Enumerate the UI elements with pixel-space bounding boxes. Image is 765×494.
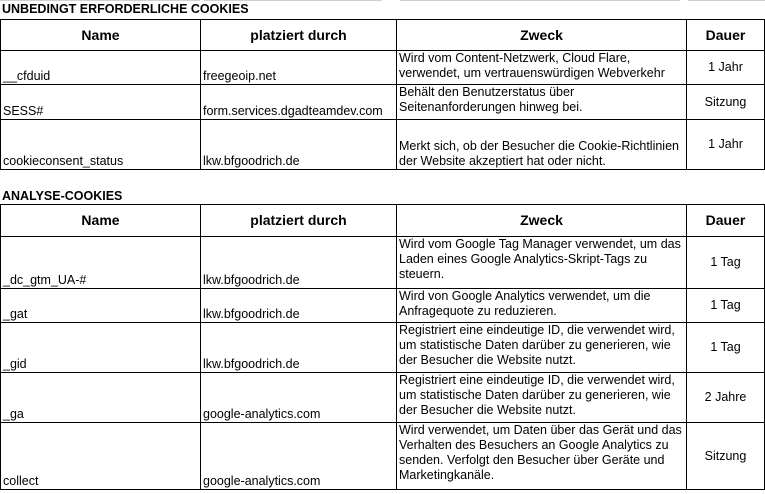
- cookie-duration: 1 Tag: [687, 323, 765, 373]
- cookie-name: cookieconsent_status: [1, 120, 201, 170]
- cookie-duration: 2 Jahre: [687, 373, 765, 423]
- cookie-purpose: Wird vom Google Tag Manager verwendet, um das Laden eines Google Analytics-Skript-Tags zu steuern.: [397, 237, 687, 289]
- top-rule: [688, 0, 765, 1]
- top-rule: [204, 0, 382, 1]
- cookie-duration: Sitzung: [687, 85, 765, 120]
- essential-cookies-table: [0, 19, 765, 170]
- cookie-duration: 1 Tag: [687, 237, 765, 289]
- cookie-name: collect: [1, 423, 201, 490]
- cookie-placed-by: lkw.bfgoodrich.de: [201, 237, 397, 289]
- top-rule: [0, 0, 200, 1]
- col-header-placed-by: platziert durch: [201, 205, 397, 237]
- cookie-placed-by: form.services.dgadteamdev.com: [201, 85, 397, 120]
- section-title-analytics: ANALYSE-COOKIES: [2, 189, 123, 203]
- table-row: [1, 120, 765, 170]
- table-row: [1, 237, 765, 289]
- table-row: [1, 289, 765, 323]
- col-header-placed-by: platziert durch: [201, 20, 397, 51]
- table-row: [1, 85, 765, 120]
- cookie-duration: Sitzung: [687, 423, 765, 490]
- table-row: [1, 373, 765, 423]
- top-rule: [400, 0, 680, 1]
- cookie-name: _gid: [1, 323, 201, 373]
- cookie-purpose: Registriert eine eindeutige ID, die verwendet wird, um statistische Daten darüber zu generieren, wie der Besucher die Website nutzt.: [397, 373, 687, 423]
- cookie-purpose: Merkt sich, ob der Besucher die Cookie-Richtlinien der Website akzeptiert hat oder nicht.: [397, 120, 687, 170]
- cookie-purpose: Wird verwendet, um Daten über das Gerät und das Verhalten des Besuchers an Google Analytics zu senden. Verfolgt den Besucher über Geräte und Marketingkanäle.: [397, 423, 687, 490]
- cookie-placed-by: google-analytics.com: [201, 423, 397, 490]
- cookie-name: _gat: [1, 289, 201, 323]
- col-header-purpose: Zweck: [397, 20, 687, 51]
- cookie-placed-by: lkw.bfgoodrich.de: [201, 289, 397, 323]
- table-row: [1, 51, 765, 85]
- col-header-duration: Dauer: [687, 205, 765, 237]
- cookie-name: _dc_gtm_UA-#: [1, 237, 201, 289]
- col-header-purpose: Zweck: [397, 205, 687, 237]
- cookie-purpose: Behält den Benutzerstatus über Seitenanforderungen hinweg bei.: [397, 85, 687, 120]
- col-header-duration: Dauer: [687, 20, 765, 51]
- cookie-name: _ga: [1, 373, 201, 423]
- cookie-placed-by: freegeoip.net: [201, 51, 397, 85]
- cookie-duration: 1 Tag: [687, 289, 765, 323]
- col-header-name: Name: [1, 20, 201, 51]
- table-row: [1, 323, 765, 373]
- table-row: [1, 423, 765, 490]
- cookie-placed-by: lkw.bfgoodrich.de: [201, 120, 397, 170]
- cookie-placed-by: google-analytics.com: [201, 373, 397, 423]
- section-title-essential: UNBEDINGT ERFORDERLICHE COOKIES: [2, 2, 249, 16]
- analytics-cookies-table: [0, 204, 765, 490]
- cookie-name: __cfduid: [1, 51, 201, 85]
- cookie-name: SESS#: [1, 85, 201, 120]
- cookie-purpose: Registriert eine eindeutige ID, die verwendet wird, um statistische Daten darüber zu generieren, wie der Besucher die Website nutzt.: [397, 323, 687, 373]
- col-header-name: Name: [1, 205, 201, 237]
- table-header-row: [1, 205, 765, 237]
- cookie-duration: 1 Jahr: [687, 120, 765, 170]
- cookie-purpose: Wird vom Content-Netzwerk, Cloud Flare, verwendet, um vertrauenswürdigen Webverkehr: [397, 51, 687, 85]
- table-header-row: [1, 20, 765, 51]
- cookie-placed-by: lkw.bfgoodrich.de: [201, 323, 397, 373]
- cookie-duration: 1 Jahr: [687, 51, 765, 85]
- cookie-purpose: Wird von Google Analytics verwendet, um die Anfragequote zu reduzieren.: [397, 289, 687, 323]
